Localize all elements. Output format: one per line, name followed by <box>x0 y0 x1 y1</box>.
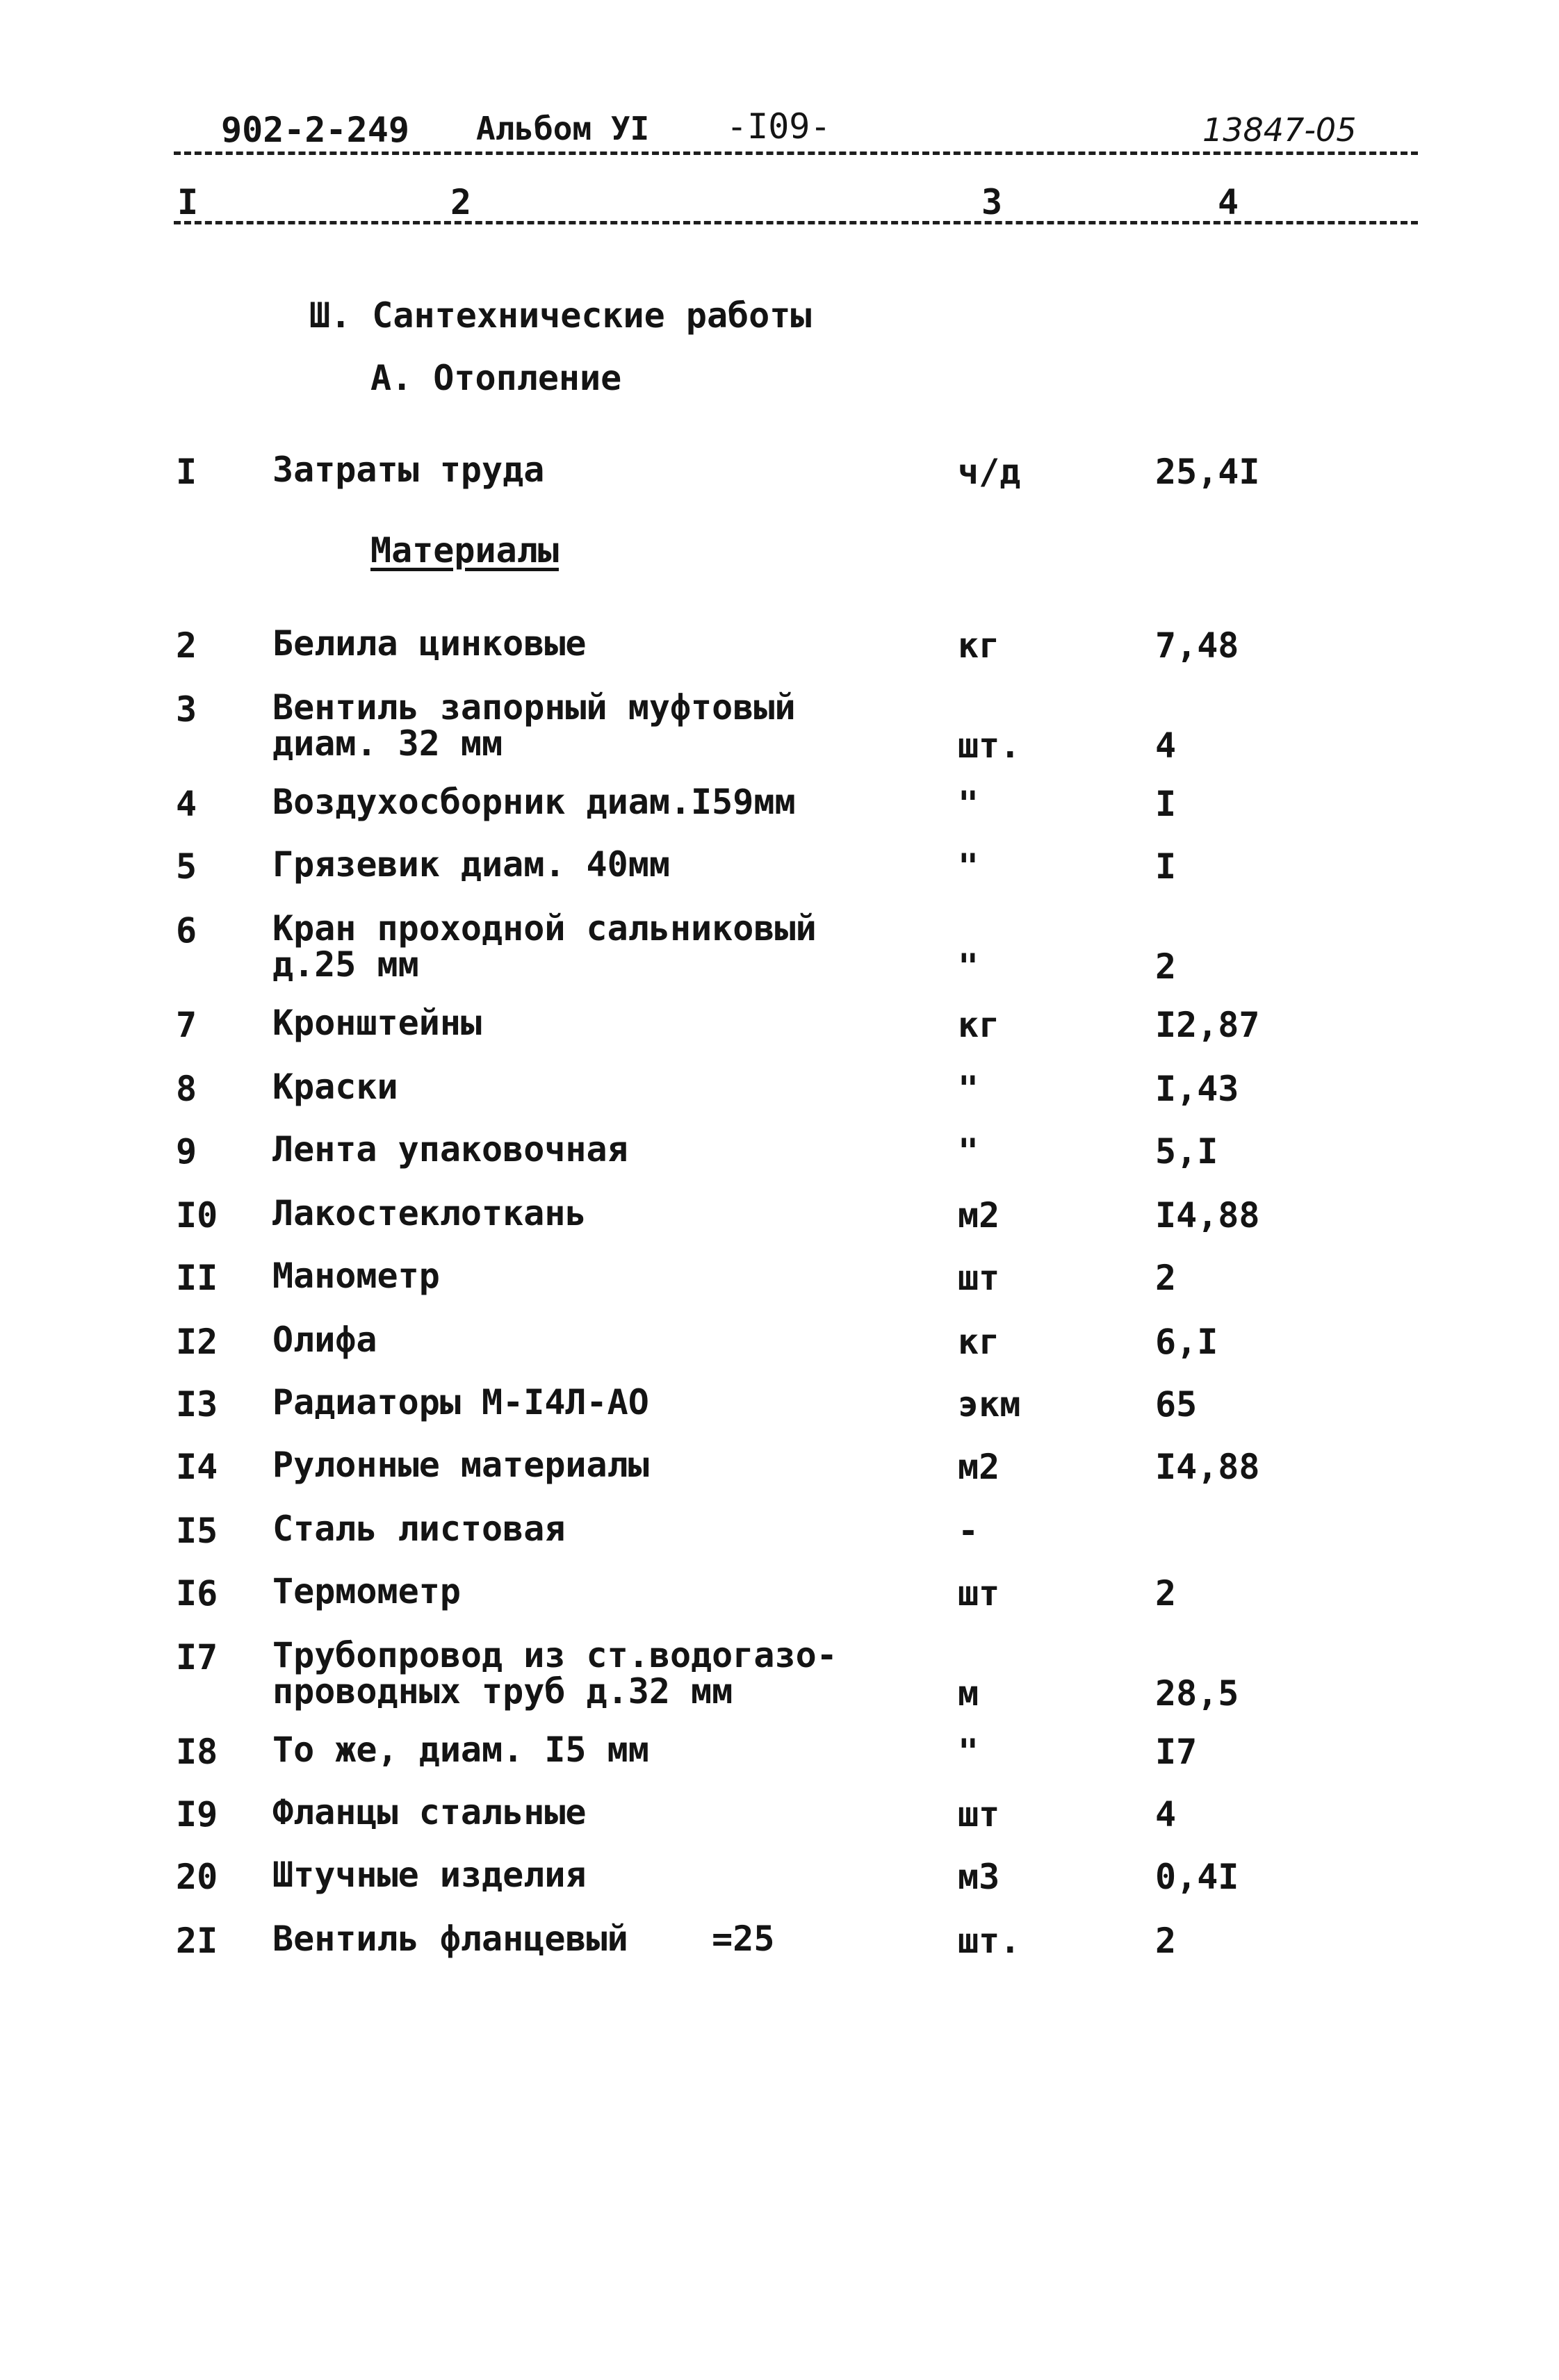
row-name <box>272 1921 968 1957</box>
row-quantity: 25,4I <box>1155 452 1260 492</box>
row-quantity: 4 <box>1155 1794 1177 1835</box>
row-name-line: Вентиль фланцевый =25 <box>272 1919 775 1959</box>
row-number: I9 <box>176 1794 218 1835</box>
row-name-line: Лента упаковочная <box>272 1129 628 1170</box>
row-name-line: Сталь листовая <box>272 1509 566 1549</box>
row-number: 6 <box>176 910 197 951</box>
row-unit: шт. <box>958 1921 1021 1961</box>
row-name-line: Трубопровод из ст.водогазо- <box>272 1635 838 1675</box>
row-name-line: Вентиль запорный муфтовый <box>272 687 796 728</box>
row-unit: шт <box>958 1573 1000 1614</box>
row-name <box>272 1322 968 1358</box>
row-name-line: Кронштейны <box>272 1003 482 1043</box>
row-quantity: I2,87 <box>1155 1005 1260 1045</box>
row-name-line: проводных труб д.32 мм <box>272 1671 733 1712</box>
row-quantity: 2 <box>1155 1258 1177 1298</box>
row-quantity: I <box>1155 846 1177 887</box>
row-name <box>272 784 968 820</box>
row-quantity: 5,I <box>1155 1131 1218 1172</box>
row-unit: " <box>958 1732 979 1772</box>
row-name <box>272 1794 968 1830</box>
row-number: I6 <box>176 1573 218 1614</box>
row-name <box>272 1573 968 1609</box>
row-number: 5 <box>176 846 197 887</box>
row-quantity: 6,I <box>1155 1322 1218 1362</box>
sheet-number: 13847-05 <box>1202 111 1357 149</box>
row-number: I3 <box>176 1384 218 1425</box>
row-quantity: 7,48 <box>1155 625 1239 666</box>
row-name-line: Штучные изделия <box>272 1855 587 1895</box>
column-number-2: 2 <box>450 182 472 222</box>
row-name-line: Белила цинковые <box>272 623 587 664</box>
row-number: I2 <box>176 1322 218 1362</box>
row-unit: кг <box>958 625 1000 666</box>
row-number: 20 <box>176 1857 218 1897</box>
row-name <box>272 1129 968 1170</box>
row-number: I <box>176 452 197 492</box>
row-quantity: 2 <box>1155 946 1177 987</box>
row-quantity: I4,88 <box>1155 1447 1260 1487</box>
row-quantity: I7 <box>1155 1732 1198 1772</box>
row-unit: " <box>958 946 979 987</box>
row-quantity: I <box>1155 784 1177 824</box>
row-unit: " <box>958 1069 979 1109</box>
row-unit: " <box>958 1131 979 1172</box>
row-number: 2 <box>176 625 197 666</box>
row-number: 9 <box>176 1131 197 1172</box>
column-number-1: I <box>177 182 199 222</box>
row-number: 3 <box>176 689 197 730</box>
row-name <box>272 1511 968 1547</box>
row-unit: - <box>958 1511 979 1551</box>
row-number: 8 <box>176 1069 197 1109</box>
column-number-3: 3 <box>981 182 1003 222</box>
row-name <box>272 1732 968 1768</box>
column-number-4: 4 <box>1218 182 1239 222</box>
row-name-line: То же, диам. I5 мм <box>272 1730 649 1770</box>
row-unit: м2 <box>958 1447 1000 1487</box>
row-number: I8 <box>176 1732 218 1772</box>
row-name-line: Лакостеклоткань <box>272 1193 587 1233</box>
row-name-line: Кран проходной сальниковый <box>272 908 817 949</box>
row-quantity: 28,5 <box>1155 1673 1239 1714</box>
row-unit: шт. <box>958 725 1021 766</box>
row-unit: шт <box>958 1794 1000 1835</box>
document-code: 902-2-249 <box>221 110 409 150</box>
row-name <box>272 1069 968 1105</box>
row-unit: ч/д <box>958 452 1021 492</box>
materials-heading: Материалы <box>370 530 559 571</box>
row-name-line: Манометр <box>272 1256 440 1296</box>
row-name-line: д.25 мм <box>272 944 419 985</box>
row-quantity: I4,88 <box>1155 1195 1260 1236</box>
row-number: I0 <box>176 1195 218 1236</box>
row-name <box>272 1635 968 1712</box>
row-unit: м3 <box>958 1857 1000 1897</box>
row-name-line: Олифа <box>272 1320 377 1360</box>
section-title: Ш. Сантехнические работы <box>309 295 812 336</box>
row-unit: " <box>958 784 979 824</box>
row-name-line: Грязевик диам. 40мм <box>272 844 670 885</box>
row-name-line: Термометр <box>272 1571 461 1611</box>
row-quantity: I,43 <box>1155 1069 1239 1109</box>
row-name-line: Краски <box>272 1067 398 1107</box>
row-name: Затраты труда <box>272 450 545 490</box>
row-name <box>272 1005 968 1041</box>
row-number: I5 <box>176 1511 218 1551</box>
row-name-line: диам. 32 мм <box>272 723 503 764</box>
row-name-line: Воздухосборник диам.I59мм <box>272 782 796 822</box>
row-quantity: 0,4I <box>1155 1857 1239 1897</box>
row-number: I7 <box>176 1637 218 1677</box>
row-unit: м2 <box>958 1195 1000 1236</box>
column-divider <box>174 221 1418 224</box>
row-unit: " <box>958 846 979 887</box>
row-number: 2I <box>176 1921 218 1961</box>
page-number: -I09- <box>726 106 831 147</box>
row-name <box>272 1195 968 1231</box>
row-quantity: 2 <box>1155 1921 1177 1961</box>
row-unit: кг <box>958 1005 1000 1045</box>
row-name <box>272 1258 968 1294</box>
row-unit: м <box>958 1673 979 1714</box>
row-quantity: 2 <box>1155 1573 1177 1614</box>
row-name-line: Радиаторы М-I4Л-АО <box>272 1382 649 1422</box>
row-number: I4 <box>176 1447 218 1487</box>
row-quantity: 65 <box>1155 1384 1198 1425</box>
row-name <box>272 910 968 983</box>
row-name <box>272 1447 968 1483</box>
row-number: II <box>176 1258 218 1298</box>
row-unit: шт <box>958 1258 1000 1298</box>
row-number: 7 <box>176 1005 197 1045</box>
row-quantity: 4 <box>1155 725 1177 766</box>
row-number: 4 <box>176 784 197 824</box>
row-unit: экм <box>958 1384 1021 1425</box>
row-name-line: Фланцы стальные <box>272 1792 587 1832</box>
row-name-line: Рулонные материалы <box>272 1445 649 1485</box>
row-name <box>272 846 968 883</box>
album-label: Альбом УI <box>476 110 650 147</box>
subsection-title: А. Отопление <box>370 358 622 398</box>
row-name <box>272 1384 968 1420</box>
row-name <box>272 689 968 762</box>
row-unit: кг <box>958 1322 1000 1362</box>
header-divider <box>174 151 1418 155</box>
row-name <box>272 1857 968 1893</box>
row-name <box>272 625 968 662</box>
